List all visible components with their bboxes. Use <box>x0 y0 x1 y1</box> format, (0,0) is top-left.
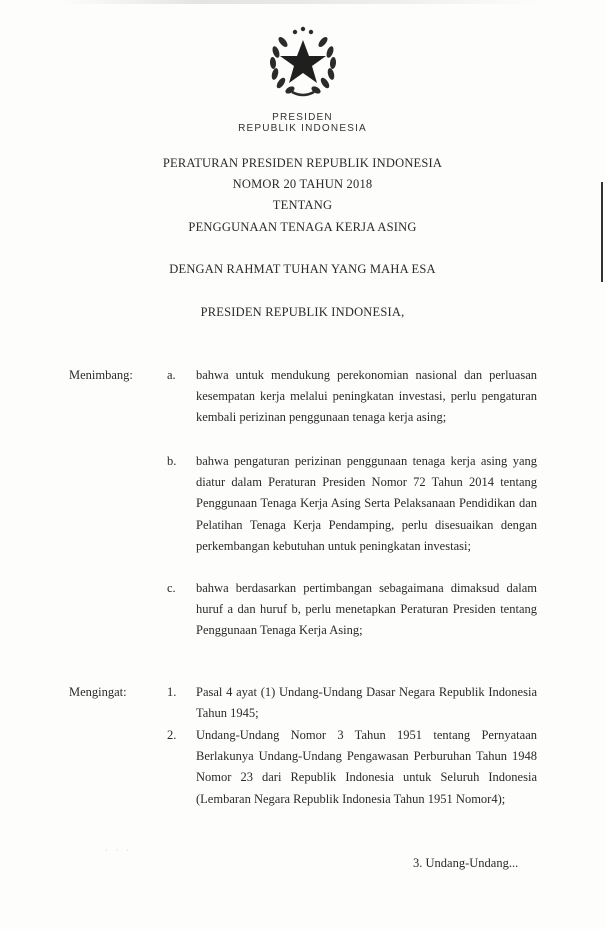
regulation-number: NOMOR 20 TAHUN 2018 <box>232 177 373 191</box>
scan-smudge: · · · <box>105 846 132 855</box>
menimbang-item-a: bahwa untuk mendukung perekonomian nasional dan perluasan kesempatan kerja melalui peningkatan investasi, perlu pengaturan kembali perizinan penggunaan tenaga kerja asing; <box>196 368 537 425</box>
garuda-star-emblem-icon <box>262 22 344 98</box>
mengingat-marker-2: 2. <box>167 728 177 742</box>
mengingat-marker-1: 1. <box>167 685 177 699</box>
regulation-tentang: TENTANG <box>272 198 333 212</box>
regulation-subject: PENGGUNAAN TENAGA KERJA ASING <box>188 220 417 234</box>
letterhead-subtitle: REPUBLIK INDONESIA <box>238 123 367 134</box>
mengingat-item-1: Pasal 4 ayat (1) Undang-Undang Dasar Negara Republik Indonesia Tahun 1945; <box>196 685 537 721</box>
page-continuation: 3. Undang-Undang... <box>413 856 519 870</box>
regulation-title: PERATURAN PRESIDEN REPUBLIK INDONESIA <box>162 156 443 170</box>
menimbang-marker-b: b. <box>167 454 177 468</box>
scan-streak <box>60 0 540 4</box>
menimbang-item-b: bahwa pengaturan perizinan penggunaan tenaga kerja asing yang diatur dalam Peraturan Presiden Nomor 72 Tahun 2014 tentang Penggunaan Tenaga Kerja Asing Serta Pelaksanaan Pendidikan dan Pelatihan Tenaga Kerja Pendamping, perlu disesuaikan dengan perkembangan kebutuhan untuk peningkatan investasi; <box>196 454 537 553</box>
issuer: PRESIDEN REPUBLIK INDONESIA, <box>200 305 405 319</box>
menimbang-label: Menimbang: <box>69 368 133 382</box>
letterhead-title: PRESIDEN <box>272 112 333 123</box>
menimbang-marker-c: c. <box>167 581 176 595</box>
menimbang-marker-a: a. <box>167 368 176 382</box>
mengingat-item-2: Undang-Undang Nomor 3 Tahun 1951 tentang Pernyataan Berlakunya Undang-Undang Pengawasan Perburuhan Tahun 1948 Nomor 23 dari Republik Indonesia untuk Seluruh Indonesia (Lembaran Negara Republik Indonesia Tahun 1951 Nomor4); <box>196 728 537 806</box>
invocation: DENGAN RAHMAT TUHAN YANG MAHA ESA <box>169 262 436 276</box>
menimbang-item-c: bahwa berdasarkan pertimbangan sebagaimana dimaksud dalam huruf a dan huruf b, perlu menetapkan Peraturan Presiden tentang Penggunaan Tenaga Kerja Asing; <box>196 581 537 638</box>
mengingat-label: Mengingat: <box>69 685 127 699</box>
